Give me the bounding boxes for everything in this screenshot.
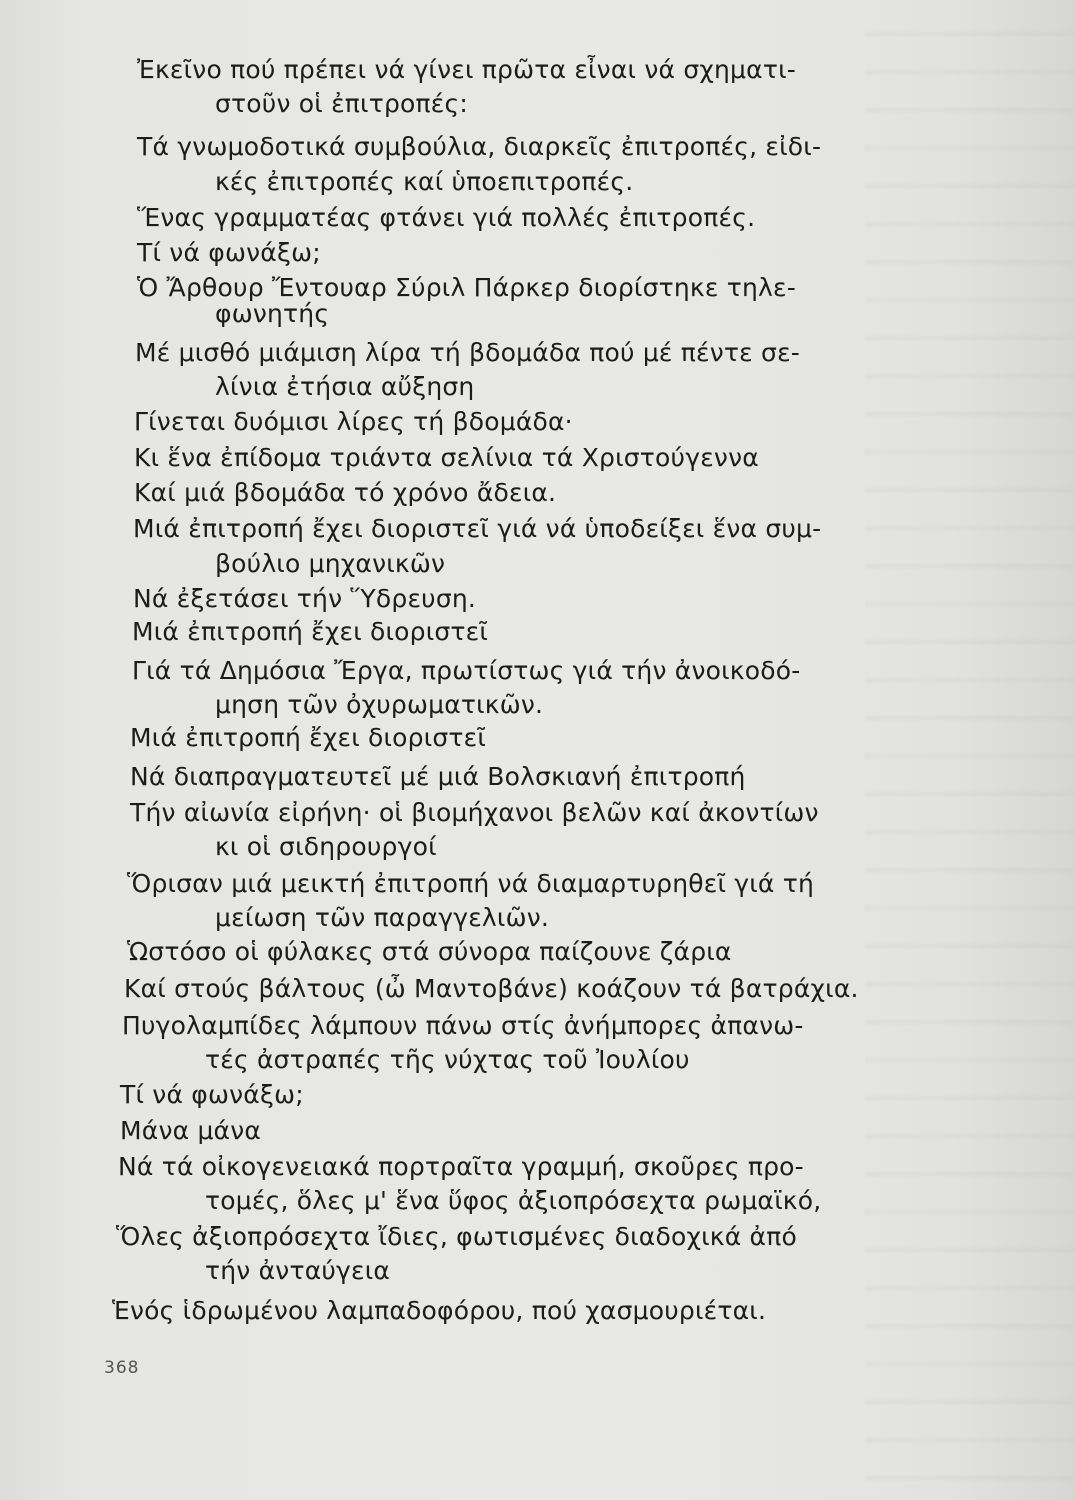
poem-line: κές ἐπιτροπές καί ὑποεπιτροπές. (215, 167, 634, 196)
poem-line: Πυγολαμπίδες λάμπουν πάνω στίς ἀνήμπορες ἀπανω- (122, 1011, 804, 1040)
poem-line: Ὅρισαν μιά μεικτή ἐπιτροπή νά διαμαρτυρηθεῖ γιά τή (127, 869, 815, 898)
poem-line: τήν ἀνταύγεια (205, 1256, 391, 1285)
poem-line: Μιά ἐπιτροπή ἔχει διοριστεῖ (132, 617, 489, 646)
poem-line: Νά ἐξετάσει τήν Ὕδρευση. (133, 584, 477, 613)
poem-line: κι οἱ σιδηρουργοί (215, 832, 437, 861)
poem-line: μείωση τῶν παραγγελιῶν. (215, 903, 550, 932)
poem-line: τές ἀστραπές τῆς νύχτας τοῦ Ἰουλίου (205, 1045, 690, 1074)
poem-line: Νά τά οἰκογενειακά πορτραῖτα γραμμή, σκοῦρες προ- (118, 1152, 804, 1181)
poem-line: Καί στούς βάλτους (ὦ Μαντοβάνε) κοάζουν τά βατράχια. (124, 974, 859, 1003)
poem-line: Μιά ἐπιτροπή ἔχει διοριστεῖ γιά νά ὑποδείξει ἕνα συμ- (133, 514, 822, 543)
poem-line: Τά γνωμοδοτικά συμβούλια, διαρκεῖς ἐπιτροπές, εἰδι- (137, 132, 822, 161)
poem-line: Κι ἕνα ἐπίδομα τριάντα σελίνια τά Χριστούγεννα (134, 443, 759, 472)
poem-line: τομές, ὅλες μ' ἕνα ὕφος ἀξιοπρόσεχτα ρωμαϊκό, (205, 1186, 822, 1215)
poem-line: στοῦν οἱ ἐπιτροπές: (215, 89, 468, 118)
poem-line: Ὁ Ἄρθουρ Ἔντουαρ Σύριλ Πάρκερ διορίστηκε τηλε- (137, 273, 796, 302)
poem-line: Τήν αἰωνία εἰρήνη· οἱ βιομήχανοι βελῶν καί ἀκοντίων (130, 798, 819, 827)
poem-line: Ἑνός ἱδρωμένου λαμπαδοφόρου, πού χασμουριέται. (112, 1296, 767, 1325)
poem-line: Ἕνας γραμματέας φτάνει γιά πολλές ἐπιτροπές. (137, 203, 756, 232)
poem-line: Γιά τά Δημόσια Ἔργα, πρωτίστως γιά τήν ἀνοικοδό- (132, 656, 801, 685)
poem-line: φωνητής (215, 299, 330, 328)
poem-line: Μέ μισθό μιάμιση λίρα τή βδομάδα πού μέ πέντε σε- (135, 338, 801, 367)
poem-line: Γίνεται δυόμισι λίρες τή βδομάδα· (134, 407, 573, 436)
poem-line: Ὅλες ἀξιοπρόσεχτα ἴδιες, φωτισμένες διαδοχικά ἀπό (116, 1222, 797, 1251)
poem-line: Νά διαπραγματευτεῖ μέ μιά Βολσκιανή ἐπιτροπή (130, 762, 746, 791)
poem-line: Ὡστόσο οἱ φύλακες στά σύνορα παίζουνε ζάρια (127, 937, 732, 966)
page-number: 368 (104, 1358, 140, 1378)
poem-line: βούλιο μηχανικῶν (215, 549, 446, 578)
poem-line: Μάνα μάνα (120, 1116, 262, 1145)
poem-line: μηση τῶν ὀχυρωματικῶν. (215, 690, 544, 719)
poem-line: Καί μιά βδομάδα τό χρόνο ἄδεια. (134, 478, 557, 507)
poem-line: Τί νά φωνάξω; (120, 1080, 304, 1109)
poem-line: Ἐκεῖνο πού πρέπει νά γίνει πρῶτα εἶναι νά σχηματι- (137, 55, 796, 84)
poem-line: λίνια ἐτήσια αὔξηση (215, 372, 475, 401)
poem-line: Μιά ἐπιτροπή ἔχει διοριστεῖ (130, 723, 487, 752)
poem-line: Τί νά φωνάξω; (137, 238, 321, 267)
